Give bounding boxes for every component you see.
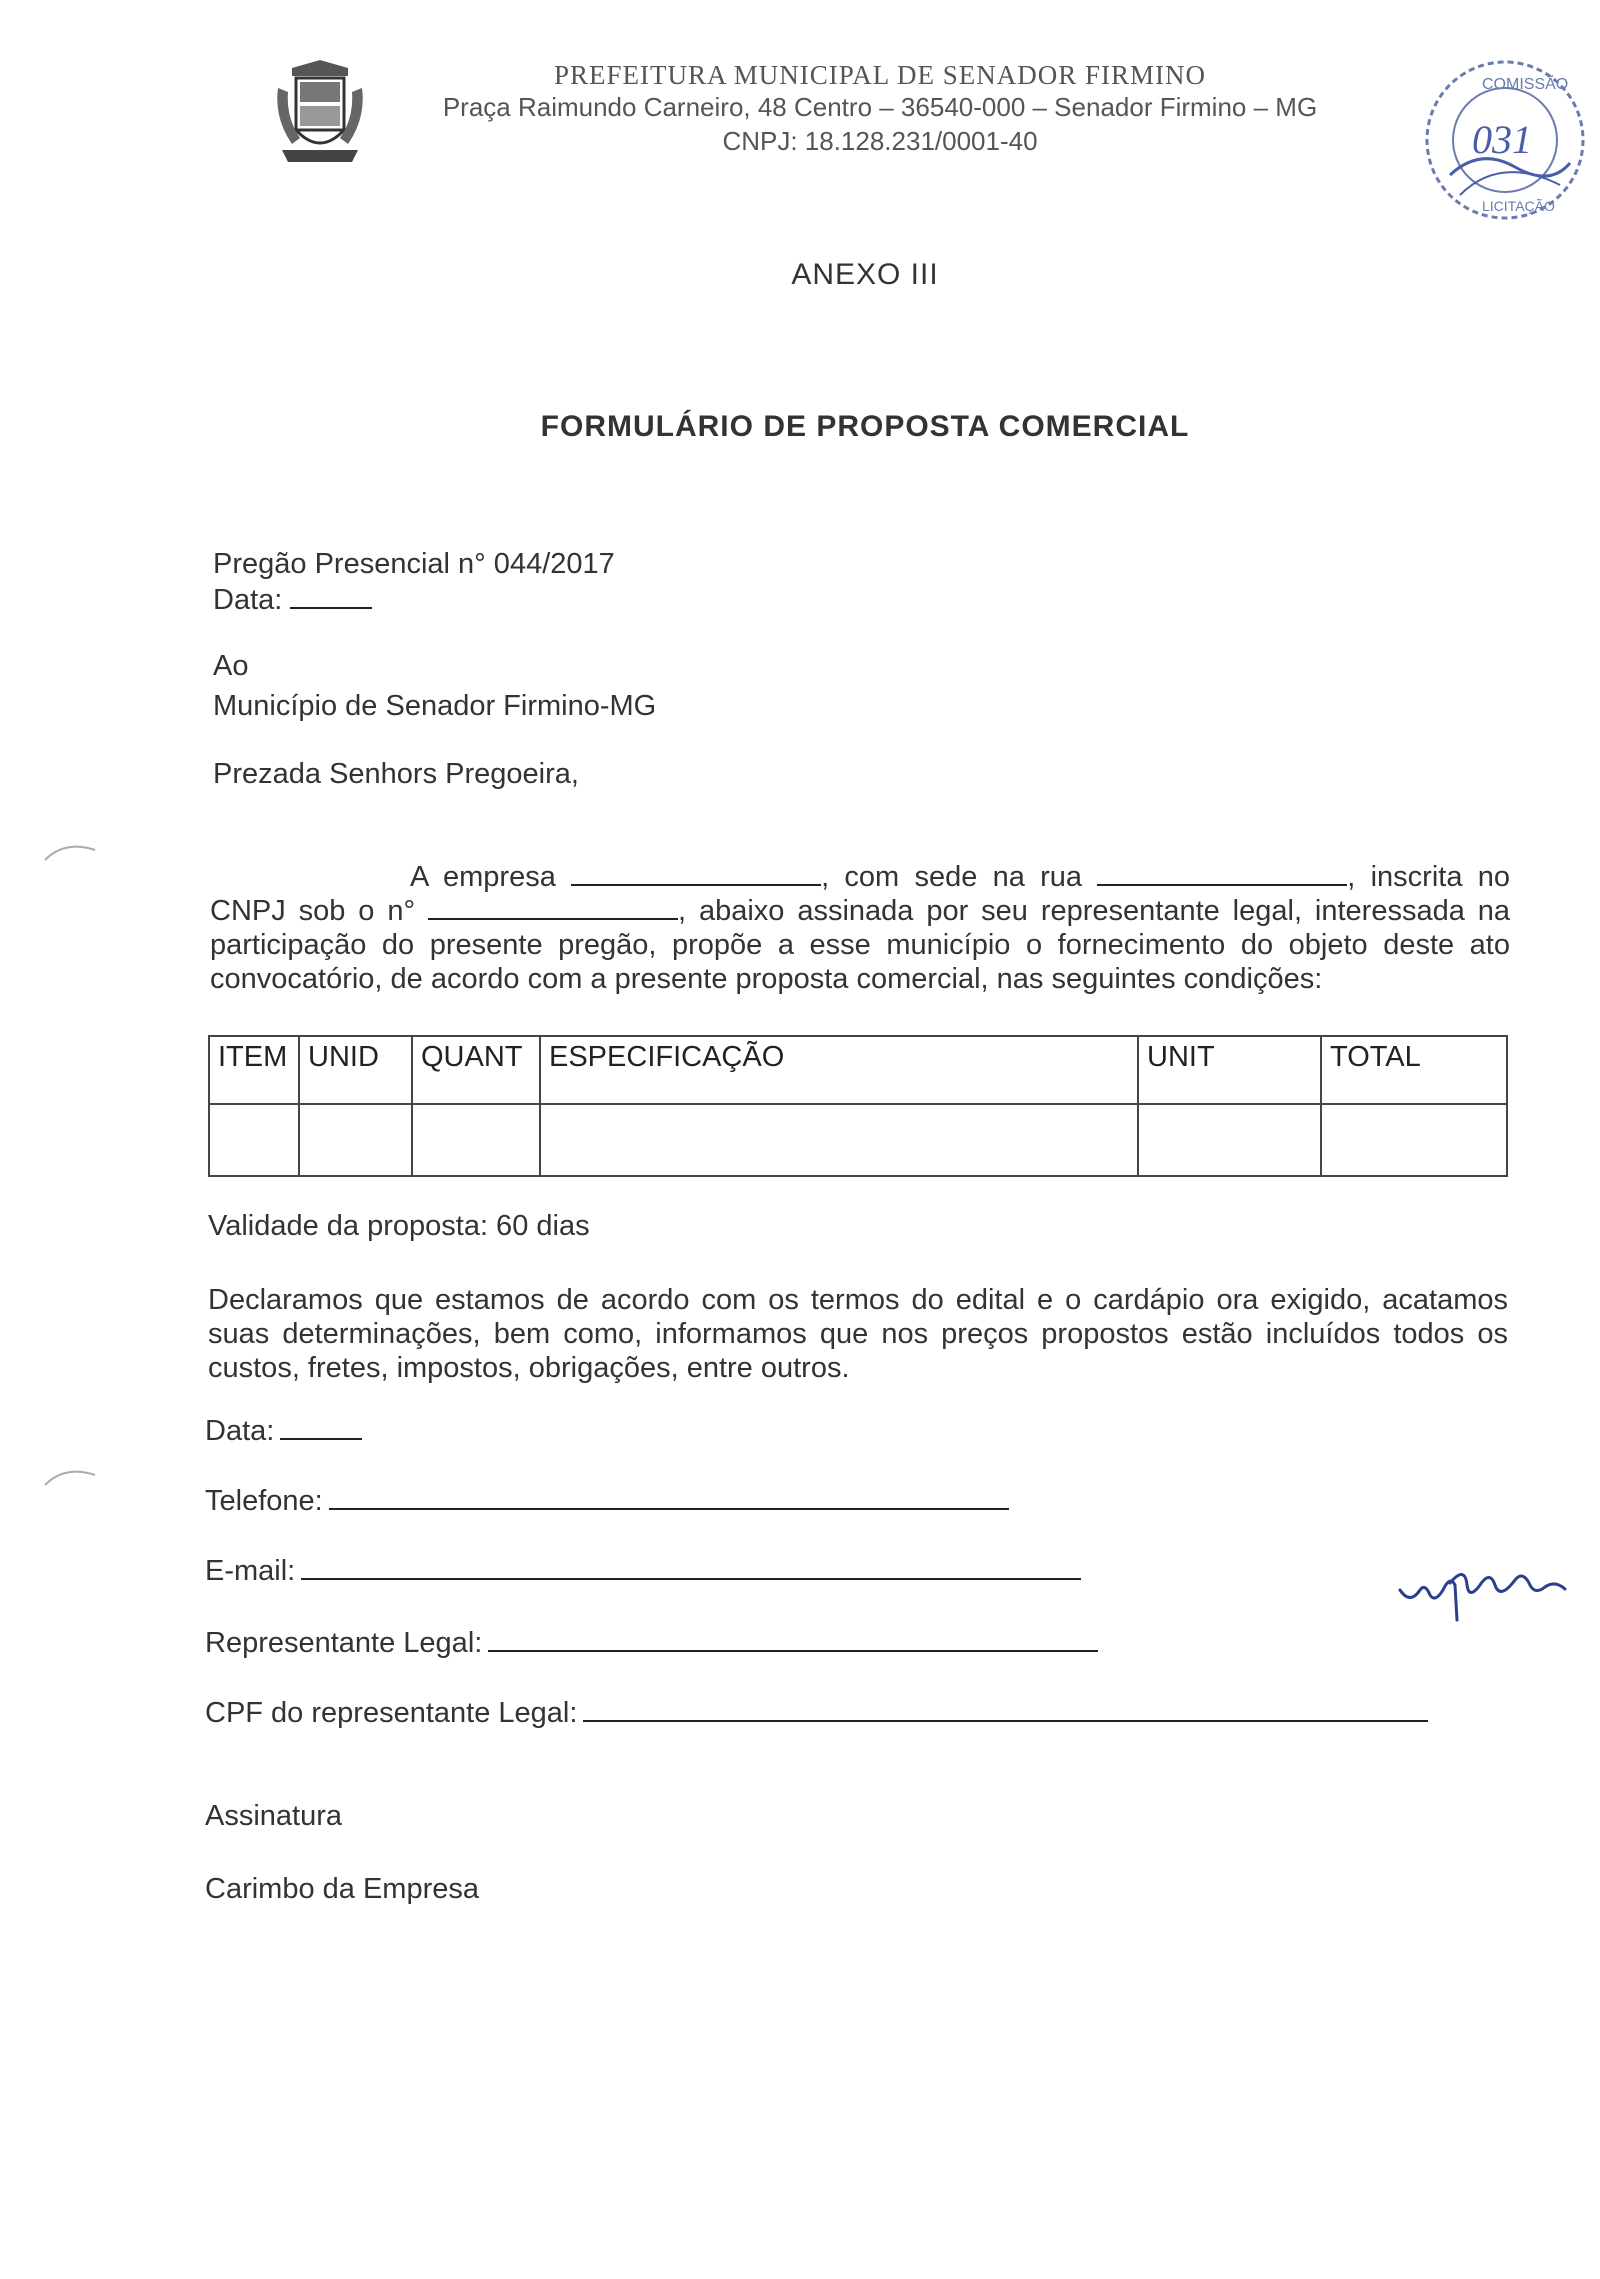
salutation: Prezada Senhors Pregoeira, — [213, 758, 579, 790]
items-table — [208, 1035, 1508, 1177]
cell-especificacao[interactable] — [540, 1104, 1138, 1176]
cell-quant[interactable] — [412, 1104, 540, 1176]
company-stamp-label: Carimbo da Empresa — [205, 1873, 479, 1905]
col-item: ITEM — [209, 1036, 299, 1104]
field-email — [205, 1555, 1081, 1588]
field-date — [205, 1415, 362, 1448]
cnpj-blank — [428, 914, 678, 920]
field-date-line[interactable] — [280, 1434, 362, 1440]
cell-unid[interactable] — [299, 1104, 412, 1176]
paragraph-part-4: , abaixo assinada por seu representante legal, interessada na participação do presente pregão, propõe a esse município o fornecimento do objeto deste ato convocatório, de acordo com a presente proposta comercial, nas seguintes condições: — [210, 895, 1511, 995]
commission-stamp — [1420, 55, 1590, 225]
annex-title: ANEXO III — [791, 258, 939, 291]
company-name-blank — [571, 880, 821, 886]
recipient-line1: Ao — [213, 650, 249, 682]
col-especificacao: ESPECIFICAÇÃO — [540, 1036, 1138, 1104]
header-municipality: PREFEITURA MUNICIPAL DE SENADOR FIRMINO — [553, 60, 1207, 90]
table-header-row — [209, 1036, 1507, 1104]
field-representative-line[interactable] — [488, 1646, 1098, 1652]
field-email-label: E-mail: — [205, 1555, 296, 1587]
field-cpf-label: CPF do representante Legal: — [205, 1697, 578, 1729]
col-unit: UNIT — [1138, 1036, 1321, 1104]
stamp-top-text: COMISSÃO — [1482, 76, 1569, 93]
cell-item[interactable] — [209, 1104, 299, 1176]
municipal-crest-icon — [272, 58, 368, 168]
form-title: FORMULÁRIO DE PROPOSTA COMERCIAL — [540, 410, 1190, 443]
street-blank — [1097, 880, 1347, 886]
stamp-number: 031 — [1472, 117, 1532, 162]
paragraph-part-2: , com sede na rua — [821, 861, 1083, 893]
col-quant: QUANT — [412, 1036, 540, 1104]
field-phone — [205, 1485, 1009, 1518]
signature-label: Assinatura — [205, 1800, 343, 1832]
field-phone-label: Telefone: — [205, 1485, 323, 1517]
declaration: Declaramos que estamos de acordo com os termos do edital e o cardápio ora exigido, acatamos suas determinações, bem como, informamos que nos preços propostos estão incluídos todos os custos, fretes, impostos, obrigações, entre outros. — [208, 1284, 1508, 1384]
table-row — [209, 1104, 1507, 1176]
validity: Validade da proposta: 60 dias — [208, 1210, 590, 1242]
field-representative-label: Representante Legal: — [205, 1627, 483, 1659]
scan-mark-bottom — [40, 1455, 100, 1495]
header-address: Praça Raimundo Carneiro, 48 Centro – 36540-000 – Senador Firmino – MG — [442, 92, 1318, 122]
handwritten-initials — [1395, 1545, 1575, 1625]
recipient-line2: Município de Senador Firmino-MG — [213, 690, 657, 722]
stamp-bottom-text: LICITAÇÃO — [1482, 198, 1555, 214]
field-email-line[interactable] — [301, 1574, 1081, 1580]
paragraph-part-1: A empresa — [410, 861, 556, 893]
date-top-label: Data: — [213, 584, 283, 616]
field-date-label: Data: — [205, 1415, 275, 1447]
scan-mark-top — [40, 830, 100, 870]
field-cpf — [205, 1697, 1428, 1730]
cell-unit[interactable] — [1138, 1104, 1321, 1176]
cell-total[interactable] — [1321, 1104, 1507, 1176]
date-top-blank — [290, 603, 372, 609]
date-top — [213, 584, 372, 617]
col-unid: UNID — [299, 1036, 412, 1104]
paragraph-part-3: , inscrita no CNPJ sob o n° — [210, 861, 1510, 927]
field-phone-line[interactable] — [329, 1504, 1009, 1510]
field-cpf-line[interactable] — [583, 1716, 1428, 1722]
header-cnpj: CNPJ: 18.128.231/0001-40 — [722, 126, 1038, 156]
field-representative — [205, 1627, 1098, 1660]
proposal-paragraph — [210, 860, 1510, 996]
col-total: TOTAL — [1321, 1036, 1507, 1104]
pregao-number: Pregão Presencial n° 044/2017 — [213, 548, 615, 580]
